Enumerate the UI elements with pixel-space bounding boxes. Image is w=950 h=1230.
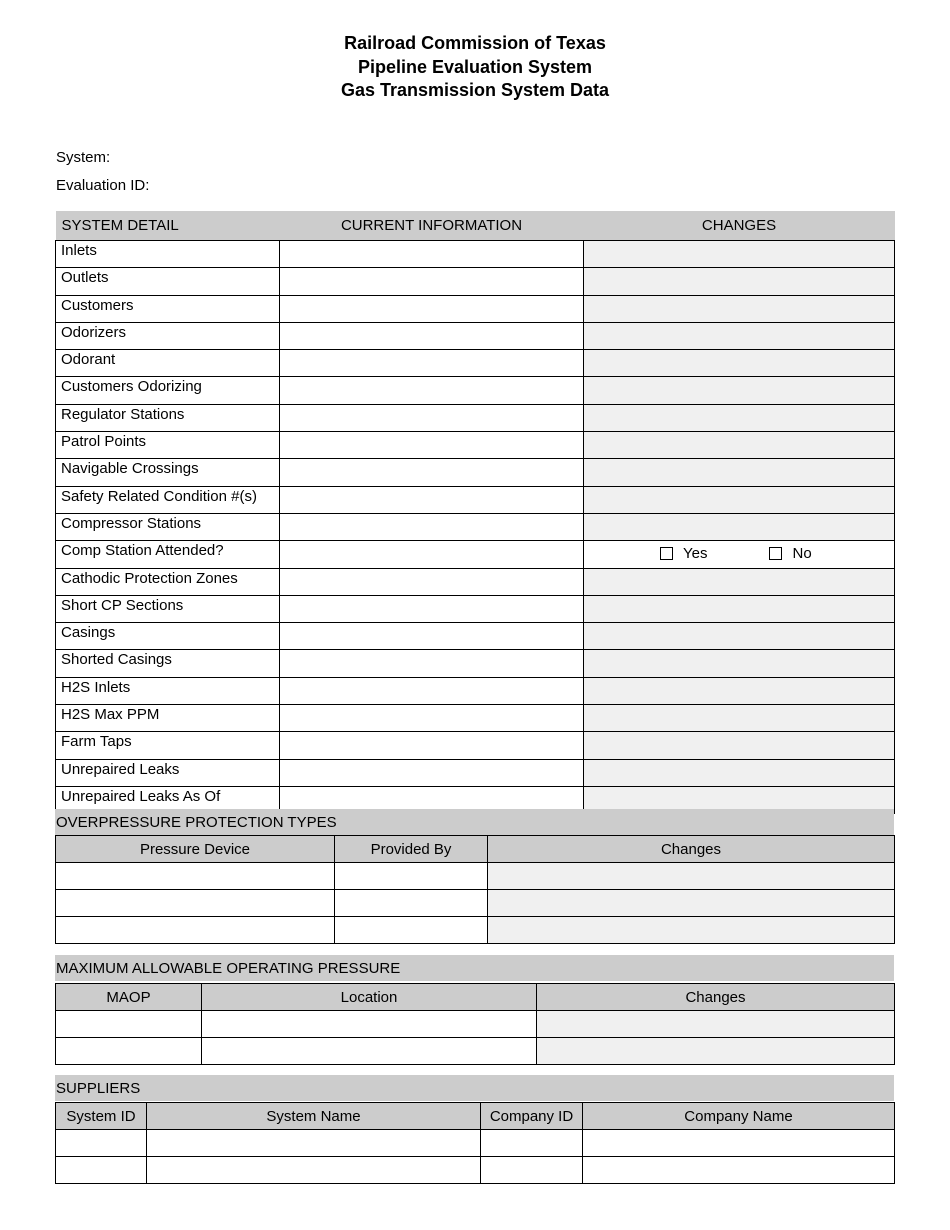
detail-row bbox=[56, 732, 895, 759]
col-system-name: System Name bbox=[147, 1103, 481, 1130]
detail-row bbox=[56, 295, 895, 322]
opp-changes-field[interactable] bbox=[488, 863, 895, 890]
changes-field[interactable] bbox=[584, 732, 895, 759]
maop-section-title bbox=[55, 955, 894, 981]
current-info-field[interactable] bbox=[280, 432, 584, 459]
col-system-detail: SYSTEM DETAIL bbox=[56, 211, 280, 241]
detail-row bbox=[56, 350, 895, 377]
changes-field[interactable] bbox=[584, 513, 895, 540]
col-system-id: System ID bbox=[56, 1103, 147, 1130]
current-info-field[interactable] bbox=[280, 404, 584, 431]
maop-changes-field[interactable] bbox=[537, 1038, 895, 1065]
maop-table bbox=[55, 983, 895, 1065]
current-info-field[interactable] bbox=[280, 759, 584, 786]
changes-field[interactable] bbox=[584, 759, 895, 786]
detail-label: H2S Inlets bbox=[56, 677, 280, 704]
current-info-field[interactable] bbox=[280, 486, 584, 513]
title-line-3: Gas Transmission System Data bbox=[340, 80, 610, 100]
changes-field[interactable] bbox=[584, 650, 895, 677]
pressure-device-field[interactable] bbox=[56, 863, 335, 890]
maop-title-text: MAXIMUM ALLOWABLE OPERATING PRESSURE bbox=[56, 960, 401, 977]
detail-row bbox=[56, 459, 895, 486]
evaluation-id-label: Evaluation ID: bbox=[56, 177, 150, 194]
current-info-field[interactable] bbox=[280, 623, 584, 650]
suppliers-section-title bbox=[55, 1075, 894, 1101]
detail-label: Outlets bbox=[56, 268, 280, 295]
current-info-field[interactable] bbox=[280, 350, 584, 377]
detail-label: Safety Related Condition #(s) bbox=[56, 486, 280, 513]
detail-label: Unrepaired Leaks bbox=[56, 759, 280, 786]
detail-label: Farm Taps bbox=[56, 732, 280, 759]
detail-label: Customers bbox=[56, 295, 280, 322]
yes-label: Yes bbox=[683, 545, 708, 563]
detail-label: Regulator Stations bbox=[56, 404, 280, 431]
col-maop: MAOP bbox=[56, 984, 202, 1011]
detail-row bbox=[56, 623, 895, 650]
detail-label: Cathodic Protection Zones bbox=[56, 568, 280, 595]
opp-changes-field[interactable] bbox=[488, 917, 895, 944]
current-info-field[interactable] bbox=[280, 732, 584, 759]
detail-row bbox=[56, 486, 895, 513]
detail-row bbox=[56, 568, 895, 595]
overpressure-section-title bbox=[55, 809, 894, 835]
overpressure-table bbox=[55, 835, 895, 944]
detail-label: Customers Odorizing bbox=[56, 377, 280, 404]
detail-label: Shorted Casings bbox=[56, 650, 280, 677]
detail-row bbox=[56, 759, 895, 786]
changes-field[interactable] bbox=[584, 350, 895, 377]
col-company-id: Company ID bbox=[481, 1103, 583, 1130]
detail-row bbox=[56, 705, 895, 732]
maop-changes-field[interactable] bbox=[537, 1011, 895, 1038]
provided-by-field[interactable] bbox=[335, 863, 488, 890]
col-provided-by: Provided By bbox=[335, 836, 488, 863]
detail-label: H2S Max PPM bbox=[56, 705, 280, 732]
current-info-field[interactable] bbox=[280, 513, 584, 540]
detail-row bbox=[56, 241, 895, 268]
detail-label: Odorizers bbox=[56, 322, 280, 349]
changes-field[interactable] bbox=[584, 486, 895, 513]
detail-label: Odorant bbox=[56, 350, 280, 377]
changes-field[interactable] bbox=[584, 295, 895, 322]
changes-field[interactable] bbox=[584, 404, 895, 431]
overpressure-title-text: OVERPRESSURE PROTECTION TYPES bbox=[56, 814, 337, 831]
detail-row bbox=[56, 404, 895, 431]
detail-label: Patrol Points bbox=[56, 432, 280, 459]
changes-field[interactable] bbox=[584, 377, 895, 404]
detail-label: Casings bbox=[56, 623, 280, 650]
location-field[interactable] bbox=[202, 1038, 537, 1065]
current-info-field[interactable] bbox=[280, 541, 584, 568]
system-name-field[interactable] bbox=[147, 1130, 481, 1157]
system-label: System: bbox=[56, 149, 111, 166]
col-maop-changes: Changes bbox=[537, 984, 895, 1011]
suppliers-table bbox=[55, 1102, 895, 1184]
col-current-information: CURRENT INFORMATION bbox=[280, 211, 584, 241]
company-name-field[interactable] bbox=[583, 1157, 895, 1184]
company-id-field[interactable] bbox=[481, 1130, 583, 1157]
detail-label: Comp Station Attended? bbox=[56, 541, 280, 568]
system-detail-table bbox=[55, 211, 895, 814]
col-changes: CHANGES bbox=[584, 211, 895, 241]
changes-field[interactable] bbox=[584, 595, 895, 622]
current-info-field[interactable] bbox=[280, 377, 584, 404]
changes-field[interactable] bbox=[584, 268, 895, 295]
company-id-field[interactable] bbox=[481, 1157, 583, 1184]
form-title bbox=[0, 32, 950, 103]
detail-label: Short CP Sections bbox=[56, 595, 280, 622]
system-id-field[interactable] bbox=[56, 1130, 147, 1157]
current-info-field[interactable] bbox=[280, 650, 584, 677]
maop-field[interactable] bbox=[56, 1011, 202, 1038]
company-name-field[interactable] bbox=[583, 1130, 895, 1157]
attended-choice bbox=[584, 541, 895, 568]
detail-label: Navigable Crossings bbox=[56, 459, 280, 486]
detail-row bbox=[56, 677, 895, 704]
detail-row bbox=[56, 377, 895, 404]
pressure-device-field[interactable] bbox=[56, 917, 335, 944]
suppliers-title-text: SUPPLIERS bbox=[56, 1080, 141, 1097]
changes-field[interactable] bbox=[584, 568, 895, 595]
detail-label: Inlets bbox=[56, 241, 280, 268]
current-info-field[interactable] bbox=[280, 459, 584, 486]
changes-field[interactable] bbox=[584, 432, 895, 459]
system-id-field[interactable] bbox=[56, 1157, 147, 1184]
col-pressure-device: Pressure Device bbox=[56, 836, 335, 863]
detail-row bbox=[56, 432, 895, 459]
changes-field[interactable] bbox=[584, 241, 895, 268]
col-opp-changes: Changes bbox=[488, 836, 895, 863]
detail-row bbox=[56, 650, 895, 677]
opp-changes-field[interactable] bbox=[488, 890, 895, 917]
changes-field[interactable] bbox=[584, 322, 895, 349]
detail-row bbox=[56, 513, 895, 540]
provided-by-field[interactable] bbox=[335, 890, 488, 917]
location-field[interactable] bbox=[202, 1011, 537, 1038]
yes-checkbox[interactable] bbox=[660, 547, 673, 560]
provided-by-field[interactable] bbox=[335, 917, 488, 944]
detail-row bbox=[56, 541, 895, 568]
current-info-field[interactable] bbox=[280, 241, 584, 268]
col-company-name: Company Name bbox=[583, 1103, 895, 1130]
current-info-field[interactable] bbox=[280, 268, 584, 295]
current-info-field[interactable] bbox=[280, 595, 584, 622]
current-info-field[interactable] bbox=[280, 677, 584, 704]
changes-field[interactable] bbox=[584, 705, 895, 732]
current-info-field[interactable] bbox=[280, 705, 584, 732]
detail-label: Compressor Stations bbox=[56, 513, 280, 540]
detail-row bbox=[56, 595, 895, 622]
no-checkbox[interactable] bbox=[769, 547, 782, 560]
detail-row bbox=[56, 322, 895, 349]
col-location: Location bbox=[202, 984, 537, 1011]
current-info-field[interactable] bbox=[280, 295, 584, 322]
changes-field[interactable] bbox=[584, 677, 895, 704]
pressure-device-field[interactable] bbox=[56, 890, 335, 917]
changes-field[interactable] bbox=[584, 459, 895, 486]
system-name-field[interactable] bbox=[147, 1157, 481, 1184]
changes-field[interactable] bbox=[584, 623, 895, 650]
current-info-field[interactable] bbox=[280, 322, 584, 349]
current-info-field[interactable] bbox=[280, 568, 584, 595]
title-line-1: Railroad Commission of Texas bbox=[344, 33, 606, 53]
title-line-2: Pipeline Evaluation System bbox=[357, 56, 593, 77]
detail-label: Unrepaired Leaks As Of bbox=[56, 786, 280, 813]
maop-field[interactable] bbox=[56, 1038, 202, 1065]
detail-row bbox=[56, 268, 895, 295]
no-label: No bbox=[792, 545, 812, 563]
